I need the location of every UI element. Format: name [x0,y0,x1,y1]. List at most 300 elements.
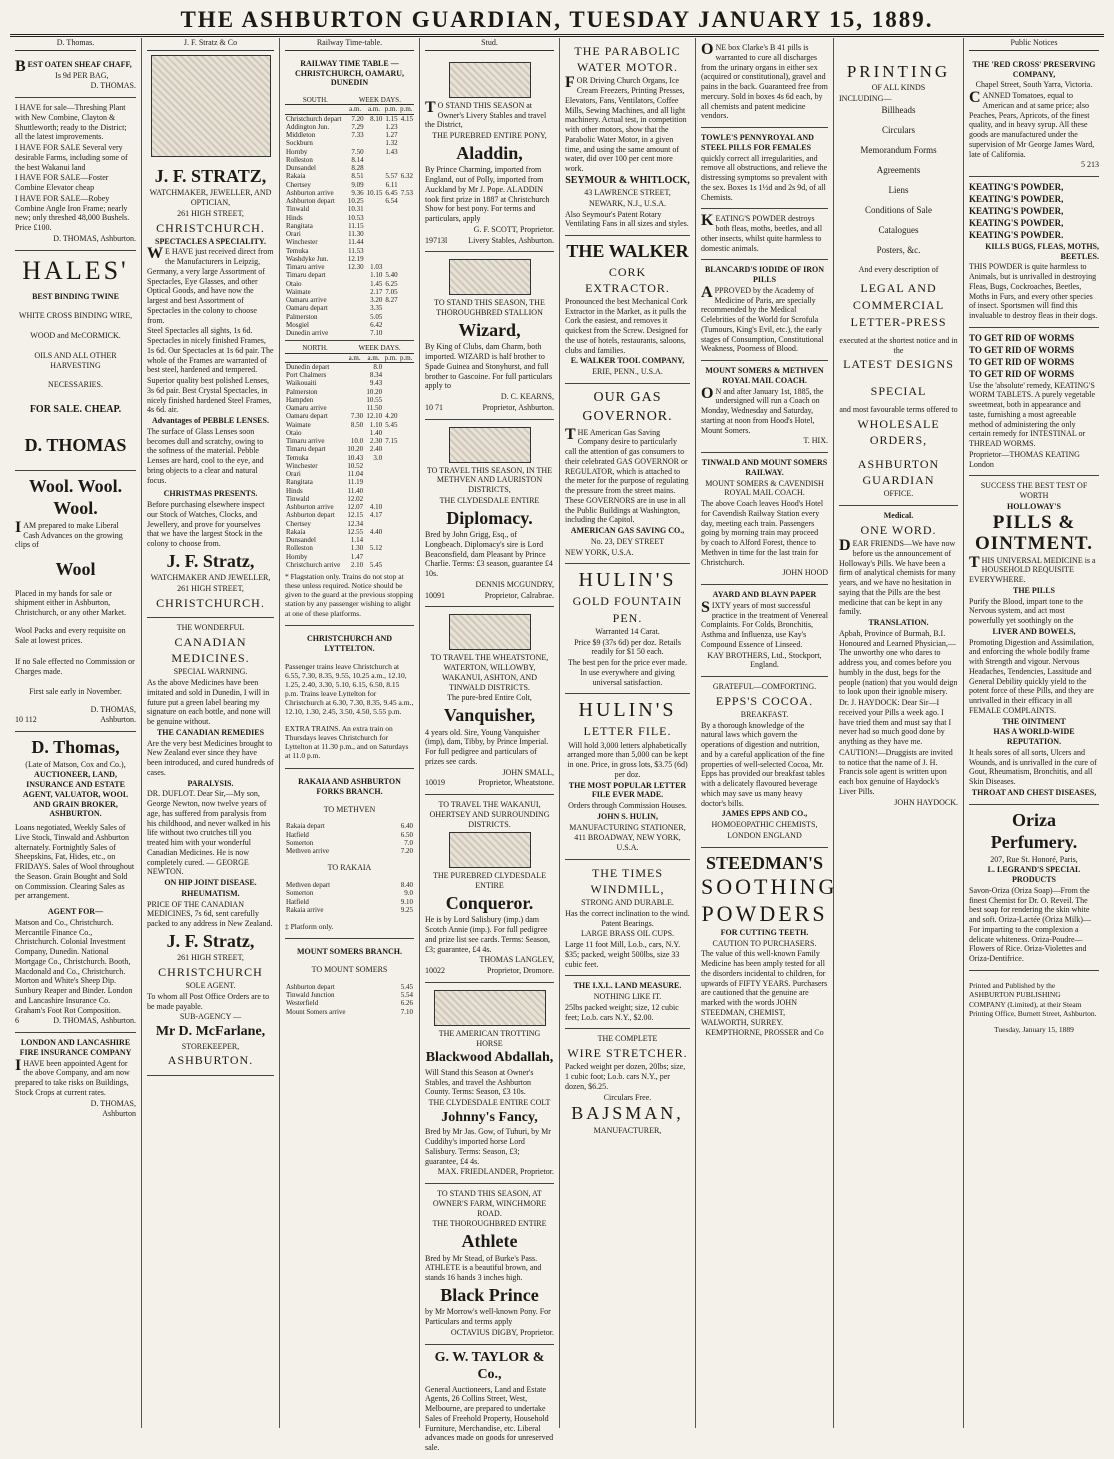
time-cell: 10.15 [366,188,383,197]
ad-line: SPECIAL [870,383,927,398]
ad-line: ASHBURTON GUARDIAN [857,456,940,488]
column-2 [142,38,280,1428]
horse-name: Aladdin, [456,142,523,163]
time-cell [399,528,414,536]
time-cell: 8.34 [369,371,383,379]
col-head: p.m. [400,353,413,362]
timetable-row [285,156,414,164]
ad-line: WATCHMAKER, JEWELLER, AND OPTICIAN, [149,188,272,207]
col-head: a.m. [346,105,365,114]
rakaia-table [285,881,414,914]
time-cell [399,329,414,337]
time-cell: 1.23 [385,122,398,131]
time-cell: 4.10 [369,503,383,511]
station-name: Oamaru depart [286,304,328,313]
ad-text: I HAVE FOR SALE—Robey Combine Angle Iron Frame; nearly new; only threshed 48,000 Bushels. Price £100. [15,193,130,232]
ad-text: The above Coach leaves Hood's Hotel for Cavendish Railway Station every day, meeting each train. Passengers going by morning train may proceed by coach to Alford Forest, thence to Methven in time for the last train for Christchurch. [701,499,824,567]
time-cell [345,379,364,387]
timetable-row [285,164,414,172]
week-days-label: WEEK DAYS. [346,96,414,105]
printing-item: Agreements [876,164,921,175]
time-cell: 2.40 [369,445,383,454]
timetable-row [285,321,414,329]
timetable-row [285,503,414,511]
timetable-row [285,396,414,404]
time-cell [399,139,414,147]
time-cell: 11.53 [348,246,364,255]
ad-line: OFFICE. [883,489,914,499]
ad-line: FOR SALE. CHEAP. [29,404,122,416]
section-head: Medical. [883,511,914,521]
kay-ad [701,585,828,677]
ad-text: If no Sale effected no Commission or Charges made. [15,657,135,677]
station-name: Hampden [286,395,314,404]
time-cell: 3.0 [373,453,383,462]
time-cell [383,388,398,396]
ad-text: Will hold 3,000 letters alphabetically arranged more than 5,000 can be kept in one. Price, in gross lots, $3.75 (6d) per doz. [567,740,688,779]
ad-signature: D. THOMAS, [90,1098,136,1108]
time-cell [383,255,398,263]
printing-ad [839,38,958,506]
timetable-row [285,379,414,387]
time-cell: 8.0 [373,362,383,371]
ad-subhead: SPECIAL WARNING. [173,667,248,677]
time-cell [399,205,414,213]
ad-heading: LONDON AND LANCASHIRE FIRE INSURANCE COMPANY [19,1038,132,1057]
timetable-row [285,371,414,379]
time-cell [365,255,384,263]
station-name: Ashburton depart [286,982,335,991]
timetable-row [285,205,414,213]
time-cell [399,123,414,131]
time-cell [364,536,383,544]
time-cell [383,478,398,486]
timetable-row [285,313,414,321]
station-name: Ashburton depart [286,197,335,205]
pills-heading: PILLS & OINTMENT. [975,511,1093,554]
time-cell [383,528,398,536]
ad-line: TO TRAVEL THE WHEATSTONE, WATERTON, WILLOWBY, WAKANUI, ASHTON, AND TINWALD DISTRICTS. [430,653,549,692]
land-measure-ad [565,976,690,1029]
time-cell: 7.10 [370,329,383,337]
ad-line: NEW YORK, U.S.A. [565,547,634,557]
time-cell [365,197,384,205]
time-cell [383,511,398,519]
time-cell [399,470,414,478]
timetable-row [285,271,414,279]
station-name: Timaru depart [286,271,326,280]
time-cell [345,371,364,379]
station-name: Winchester [286,238,318,247]
station-name: Rangitata [286,478,313,487]
time-cell: 5.05 [370,312,383,321]
ad-line: SOLE AGENT. [185,981,236,991]
station-name: Tinwald [286,205,310,214]
time-cell: 5.45 [400,982,413,991]
ad-text: FOR Driving Church Organs, Ice Cream Freezers, Printing Presses, Elevators, Fans, Ventilators, Coffee Mills, Sewing Machines, and all light machinery. Actual test, in competition with other motors, show that the Parabolic Water Motor, in a given time, and using the same amount of water, did over 100 per cent more work. [565,74,687,174]
ad-text: WE HAVE just received direct from the Manufacturers in Leipzig, Germany, a very large Assortment of Spectacles, Eye Glasses, and other Optical Goods, and have now the largest and best Assortment of Spectacles in the colony to choose from. [147,245,274,325]
time-cell: 8.40 [400,881,413,890]
wool-ad [15,471,136,732]
ad-text: IHAVE been appointed Agent for the above Company, and am now prepared to take risks on Buildings, Stock Crops at current rates. [15,1056,130,1097]
ad-text: 25lbs packed weight; size, 12 cubic feet; Lo.b. cars N.Y., $2.00. [565,1002,679,1022]
ad-heading: THE COMPLETE [597,1034,658,1044]
station-name: Palmerston [286,312,318,321]
timetable-row [285,288,414,296]
time-cell: 2.30 [369,437,383,445]
time-cell [399,511,414,519]
ad-line: NECESSARIES. [48,380,103,390]
time-cell: 11.30 [348,230,364,238]
time-cell [399,271,414,279]
ad-signature: G. F. SCOTT, Proprietor. [473,224,554,234]
timetable-row [285,280,414,288]
time-cell [383,329,398,337]
ad-text: Matson and Co., Christchurch. Mercantile Finance Co., Christchurch. Colonial Investment Company, Dunedin. National Mortgage Co., Christchurch. Booth, Macdonald and Co., Christchurch. Morton and White's Sheep Dip. Sunbury Reaper and Binder. London and Lancashire Insurance Co. Graham's Foot Rot Composition. [15,917,133,1015]
ad-subhead: GOLD FOUNTAIN PEN. [572,594,683,625]
ad-signature: JAMES EPPS AND CO., [721,809,808,819]
timetable-row [285,454,414,462]
time-cell [399,164,414,172]
station-name: Rakaia [286,527,306,536]
ad-signature: Proprietor—THOMAS KEATING London [969,449,1080,469]
time-cell: 10.20 [347,445,364,454]
ad-heading: THE PARABOLIC WATER MOTOR. [574,44,681,75]
ad-ref: 10019 [425,778,445,788]
printing-item: Billheads [881,104,916,115]
ad-text: IAM prepared to make Liberal Cash Advances on the growing clips of [15,518,123,550]
column-6 [696,38,838,1428]
ad-title: BEST OATEN SHEAF CHAFF, [15,57,132,75]
station-name: Hatfield [286,830,309,839]
time-cell [399,288,414,296]
running-head: D. Thomas. [15,38,136,51]
time-cell: 7.33 [351,131,364,139]
station-name: Waimate [286,420,311,429]
ad-text: CAUTION!—Druggists are invited to notice that the name of J. H. Francis sole agent is written upon each box genuine of Haydock's Liver Pills. [839,747,953,796]
timetable-row [285,296,414,304]
time-cell [399,321,414,329]
direction-label: SOUTH. [285,96,346,105]
timetable-note: ‡ Platform only. [285,921,334,931]
time-cell: 1.14 [350,536,364,544]
ad-line: 207, Rue St. Honoré, Paris, [990,854,1078,864]
time-cell [364,553,383,561]
time-cell [399,263,414,271]
station-name: Tinwald Junction [286,991,335,999]
ad-line: 261 HIGH STREET, [177,208,244,218]
time-cell [383,238,398,246]
ad-line: LEGAL AND COMMERCIAL [852,281,945,312]
north-timetable [285,344,414,569]
timetable-row [285,247,414,255]
ad-line: CHRISTCHURCH. [156,220,265,235]
time-cell: 9.43 [369,379,383,388]
ad-text: KEATING'S POWDER destroys both fleas, moths, beetles, and all other insects, whilst quite harmless to domestic animals. [701,212,823,253]
timetable-row [285,487,414,495]
time-cell: 7.29 [351,122,364,131]
time-cell [364,487,383,495]
time-cell [399,131,414,139]
timetable-row [285,412,414,420]
time-cell: 10.55 [366,395,383,404]
hales-heading: HALES' [22,255,129,285]
mount-somers-table [285,983,414,1016]
ad-heading: HULIN'S [578,569,677,592]
ad-line: GRATEFUL—COMFORTING. [712,682,817,691]
station-name: Port Chalmers [286,371,327,379]
ad-text: Superior quality best polished Lenses, 3s 6d pair. Best Crystal Spectacles, in nicely finished hardened Steel Frames, 4s 6d. air. [147,376,272,415]
ad-heading: Oriza Perfumery. [990,809,1078,852]
ad-text: He is by Lord Salisbury (imp.) dam Scotch Annie (imp.). For full pedigree and prize list see cards. Terms: Season, £3; guarantee, £4 4s. [425,915,551,954]
ad-subhead: TRANSLATION. [868,618,929,628]
towle-pills-ad [701,128,828,209]
station-name: Somerton [286,889,314,898]
time-cell: 3.20 [370,296,383,304]
station-name: Hinds [286,213,303,222]
station-name: Orari [286,230,301,238]
ad-heading: SOOTHING [701,874,838,900]
ad-heading: THE WALKER [566,241,689,262]
ad-subhead: WIRE STRETCHER. [567,1046,688,1061]
ad-text: By King of Clubs, dam Charm, both imported. WIZARD is half brother to Spade Guinea and Stonyhurst, and full brother to Gascoine. For full particulars apply to [425,342,553,391]
fountain-pen-ad [565,564,690,694]
ad-text: Also Seymour's Patent Rotary Ventilating Fans in all sizes and styles. [565,209,689,229]
abdallah-ad [425,983,554,1184]
time-cell [383,503,398,511]
time-cell [399,148,414,156]
station-name: Temuka [286,246,309,255]
ad-heading: D. Thomas, [31,737,120,758]
time-cell [346,329,365,337]
station-name: Ashburton depart [286,511,335,520]
time-cell [383,164,398,172]
section-head: CHRISTCHURCH AND LYTTELTON. [306,634,393,653]
ad-line: INCLUDING— [839,94,892,104]
time-cell: 6.42 [370,320,383,329]
time-cell: 8.10 [370,114,383,123]
holloway-ad [969,476,1099,804]
ad-line: LATEST DESIGNS [843,357,954,372]
ad-line: TO STAND THIS SEASON, THE THOROUGHBRED STALLION [434,298,545,317]
timetable-row [285,495,414,503]
station-name: Orari [286,470,301,478]
time-cell: 4.15 [400,114,413,123]
time-cell [365,148,384,156]
time-cell [346,280,365,288]
ad-text: Pronounced the best Mechanical Cork Extractor in the Market, as it pulls the Cork the easiest, and removes it quickest from the Screw. Designed for the use of hotels, restaurants, saloons, clubs and families. [565,296,688,355]
station-name: Somerton [286,838,314,847]
ad-heading: OUR GAS GOVERNOR. [582,389,673,424]
ad-heading: STEEDMAN'S [705,852,824,873]
time-cell [365,164,384,172]
time-cell: 10.25 [347,197,364,205]
time-cell [383,553,398,561]
timetable-row [285,388,414,396]
time-cell: 1.10 [369,420,383,429]
time-cell: 12.55 [347,527,364,536]
timetable-row [285,536,414,544]
ad-text: THIS UNIVERSAL MEDICINE is a HOUSEHOLD REQUISITE EVERYWHERE. [969,553,1096,584]
timetable-row [285,197,414,205]
time-cell [383,230,398,238]
ad-signature: KAY BROTHERS, Ltd., Stockport, England. [707,650,822,670]
ad-subhead: PARALYSIS. [187,778,234,788]
time-cell [365,181,384,189]
time-cell [399,544,414,552]
time-cell [345,388,364,396]
athlete-ad [425,1184,554,1345]
ad-heading: G. W. TAYLOR & Co., [434,1349,545,1382]
ad-line: LETTER-PRESS [850,314,947,329]
timetable-row [285,404,414,412]
time-cell: 10.43 [347,453,364,462]
section-head: MOUNT SOMERS BRANCH. [297,947,402,957]
time-cell [399,536,414,544]
ad-line: KEATING'S POWDER. [969,229,1064,240]
timetable-row [285,983,414,991]
station-name: Oamaru depart [286,412,328,421]
ad-text: DEAR FRIENDS—We have now before us the announcement of Holloway's Pills. We have been a firm of analytical chemists for many years, and we have no hesitation in saying that the Pills are the best medicine that can be kept in any family. [839,537,956,617]
ad-signature: JOHN HOOD [782,568,828,578]
station-name: Dunedin arrive [286,329,329,337]
ad-text: Use the 'absolute' remedy, KEATING'S WORM TABLETS. A purely vegetable sweetmeat, both in appearance and taste, furnishing a most agreeable method of administering the only certain remedy for INTESTINAL or THREAD WORMS. [969,380,1096,449]
time-cell: 6.26 [400,999,413,1008]
time-cell: 10.0 [350,437,364,445]
timetable-row [285,230,414,238]
time-cell: 7.53 [400,188,413,197]
ad-line: CAUTION TO PURCHASERS. [712,938,817,948]
time-cell: 11.50 [366,404,383,412]
ad-line: MANUFACTURING STATIONER, [569,822,686,832]
ad-ref: 6 [15,1016,19,1026]
time-cell: 1.10 [370,271,383,280]
ad-line: THE THOROUGHBRED ENTIRE [432,1219,547,1229]
ad-line: executed at the shortest notice and in the [839,335,958,355]
time-cell: 6.50 [400,830,413,839]
ad-subhead: CORK EXTRACTOR. [585,264,670,295]
ad-signature: D. C. KEARNS, [500,392,554,401]
time-cell [383,222,398,230]
letter-file-ad [565,694,690,859]
ad-signature: OCTAVIUS DIGBY, Proprietor. [450,1327,554,1337]
time-cell: 5.45 [369,560,383,569]
ad-signature: D. THOMAS, Ashburton. [53,233,136,243]
time-cell: 10.52 [347,461,364,470]
ad-line: WOOD and McCORMICK. [30,331,121,341]
time-cell: 1.27 [385,131,398,139]
time-cell: 7.50 [351,147,364,156]
time-cell [346,296,365,304]
medical-ad [839,506,958,813]
time-cell [345,362,364,371]
imprint-date: Tuesday, January 15, 1889 [994,1025,1074,1035]
time-cell [364,520,383,528]
time-cell: 2.17 [370,287,383,296]
horse-name: Conqueror. [445,892,534,913]
ad-text: Has the correct inclination to the wind. Patent Bearings. [565,908,690,928]
horse-name: Wizard, [458,319,521,340]
ad-text: SIXTY years of most successful practice in the treatment of Venereal Complaints. For Colds, Bronchitis, Asthma and Influenza, use Kay's Compound Essence of Linseed. [701,598,828,649]
station-name: Rolleston [286,544,313,553]
ad-heading: THE TIMES WINDMILL, [590,865,665,896]
stratz-ad [147,161,274,618]
masthead [10,6,1104,37]
wizard-ad [425,252,554,419]
time-cell [345,396,364,404]
timetable-row [285,189,414,197]
timetable-row [285,362,414,371]
time-cell [399,404,414,412]
time-cell [399,495,414,503]
time-cell [365,205,384,213]
ad-text: Bred by Mr Stead, of Burke's Pass. ATHLETE is a beautiful brown, and stands 16 hands 3 inches high. [425,1253,542,1282]
ad-text: Bred by John Grigg, Esq., of Longbeach. Diplomacy's sire is Lord Beaconsfield, dam Pleasant by Prince Charlie. Terms: £3 season, guarantee £4 10s. [425,530,553,578]
time-cell: 8.28 [351,164,364,172]
printing-item: Posters, &c. [876,244,921,255]
branch-head: TO MOUNT SOMERS [311,965,388,974]
section-head: RAKAIA AND ASHBURTON FORKS BRANCH. [298,777,401,796]
time-cell: 9.36 [351,188,364,197]
time-cell: 6.25 [385,279,398,288]
timetable-row [285,906,414,914]
clarke-pills-ad [701,38,828,128]
station-name: Ashburton arrive [286,188,334,197]
time-cell [383,396,398,404]
ad-line: WHITE CROSS BINDING WIRE, [18,311,133,321]
spectacles-illustration [151,55,271,157]
ad-subhead: RHEUMATISM. [181,888,240,898]
steedman-ad [701,848,838,1045]
time-cell [346,321,365,329]
ad-text: 4 years old. Sire, Young Vanquisher (imp), dam, Tibby, by Prince Imperial. For full pedigree and particulars of prizes see cards. [425,727,549,766]
time-cell: 12.10 [366,412,383,421]
time-cell: 7.05 [385,287,398,296]
windmill-ad [565,860,690,977]
ad-line: THE PUREBRED CLYDESDALE ENTIRE [433,871,546,890]
ad-heading: BLANCARD'S IODIDE OF IRON PILLS [704,265,825,284]
horse-illustration [449,832,531,868]
time-cell [399,247,414,255]
ad-text: PRICE OF THE CANADIAN MEDICINES, 7s 6d, sent carefully packed to any address in New Zealand. [147,899,273,928]
ad-place: Proprietor, Calrabrae. [484,590,554,600]
running-head: Railway Time-table. [285,38,414,51]
ad-subhead: THE OINTMENT [1002,716,1066,726]
timetable-row [285,511,414,519]
time-cell [346,271,365,279]
horse-illustration [449,614,531,650]
ad-text: Steel Spectacles all sights, 1s 6d. Spectacles in nicely finished Frames, 1s 6d. Our Spectacles at 1s 6d pair. The whole of the Frames are warranted of best steel, hardened and tempered. [147,326,274,375]
station-name: Hatfield [286,897,309,906]
timetable-row [285,429,414,437]
time-cell [383,304,398,312]
timetable-row [285,898,414,906]
hales-ad [15,251,136,471]
time-cell [399,503,414,511]
timetable-row [285,544,414,552]
ad-line: TO GET RID OF WORMS [969,356,1075,367]
trotter-illustration [434,990,546,1026]
station-name: Hornby [286,552,308,561]
time-cell: 12.02 [347,494,364,503]
running-head: Public Notices [969,38,1099,51]
gas-governor-ad [565,384,690,565]
time-cell [364,478,383,486]
ad-line: (Late of Matson, Cox and Co.), [25,759,126,769]
ad-signature: THOMAS LANGLEY, [479,955,554,965]
ad-text: I HAVE for sale—Threshing Plant with New Combine, Clayton & Shuttleworth; ready to the District; all the latest improvements. [15,103,127,142]
ad-text: The surface of Glass Lenses soon becomes dull and scratchy, owing to the softness of the material. Pebble Lenses are hard, cool to the eye, and bring objects to a clear and natural focus. [147,426,264,485]
